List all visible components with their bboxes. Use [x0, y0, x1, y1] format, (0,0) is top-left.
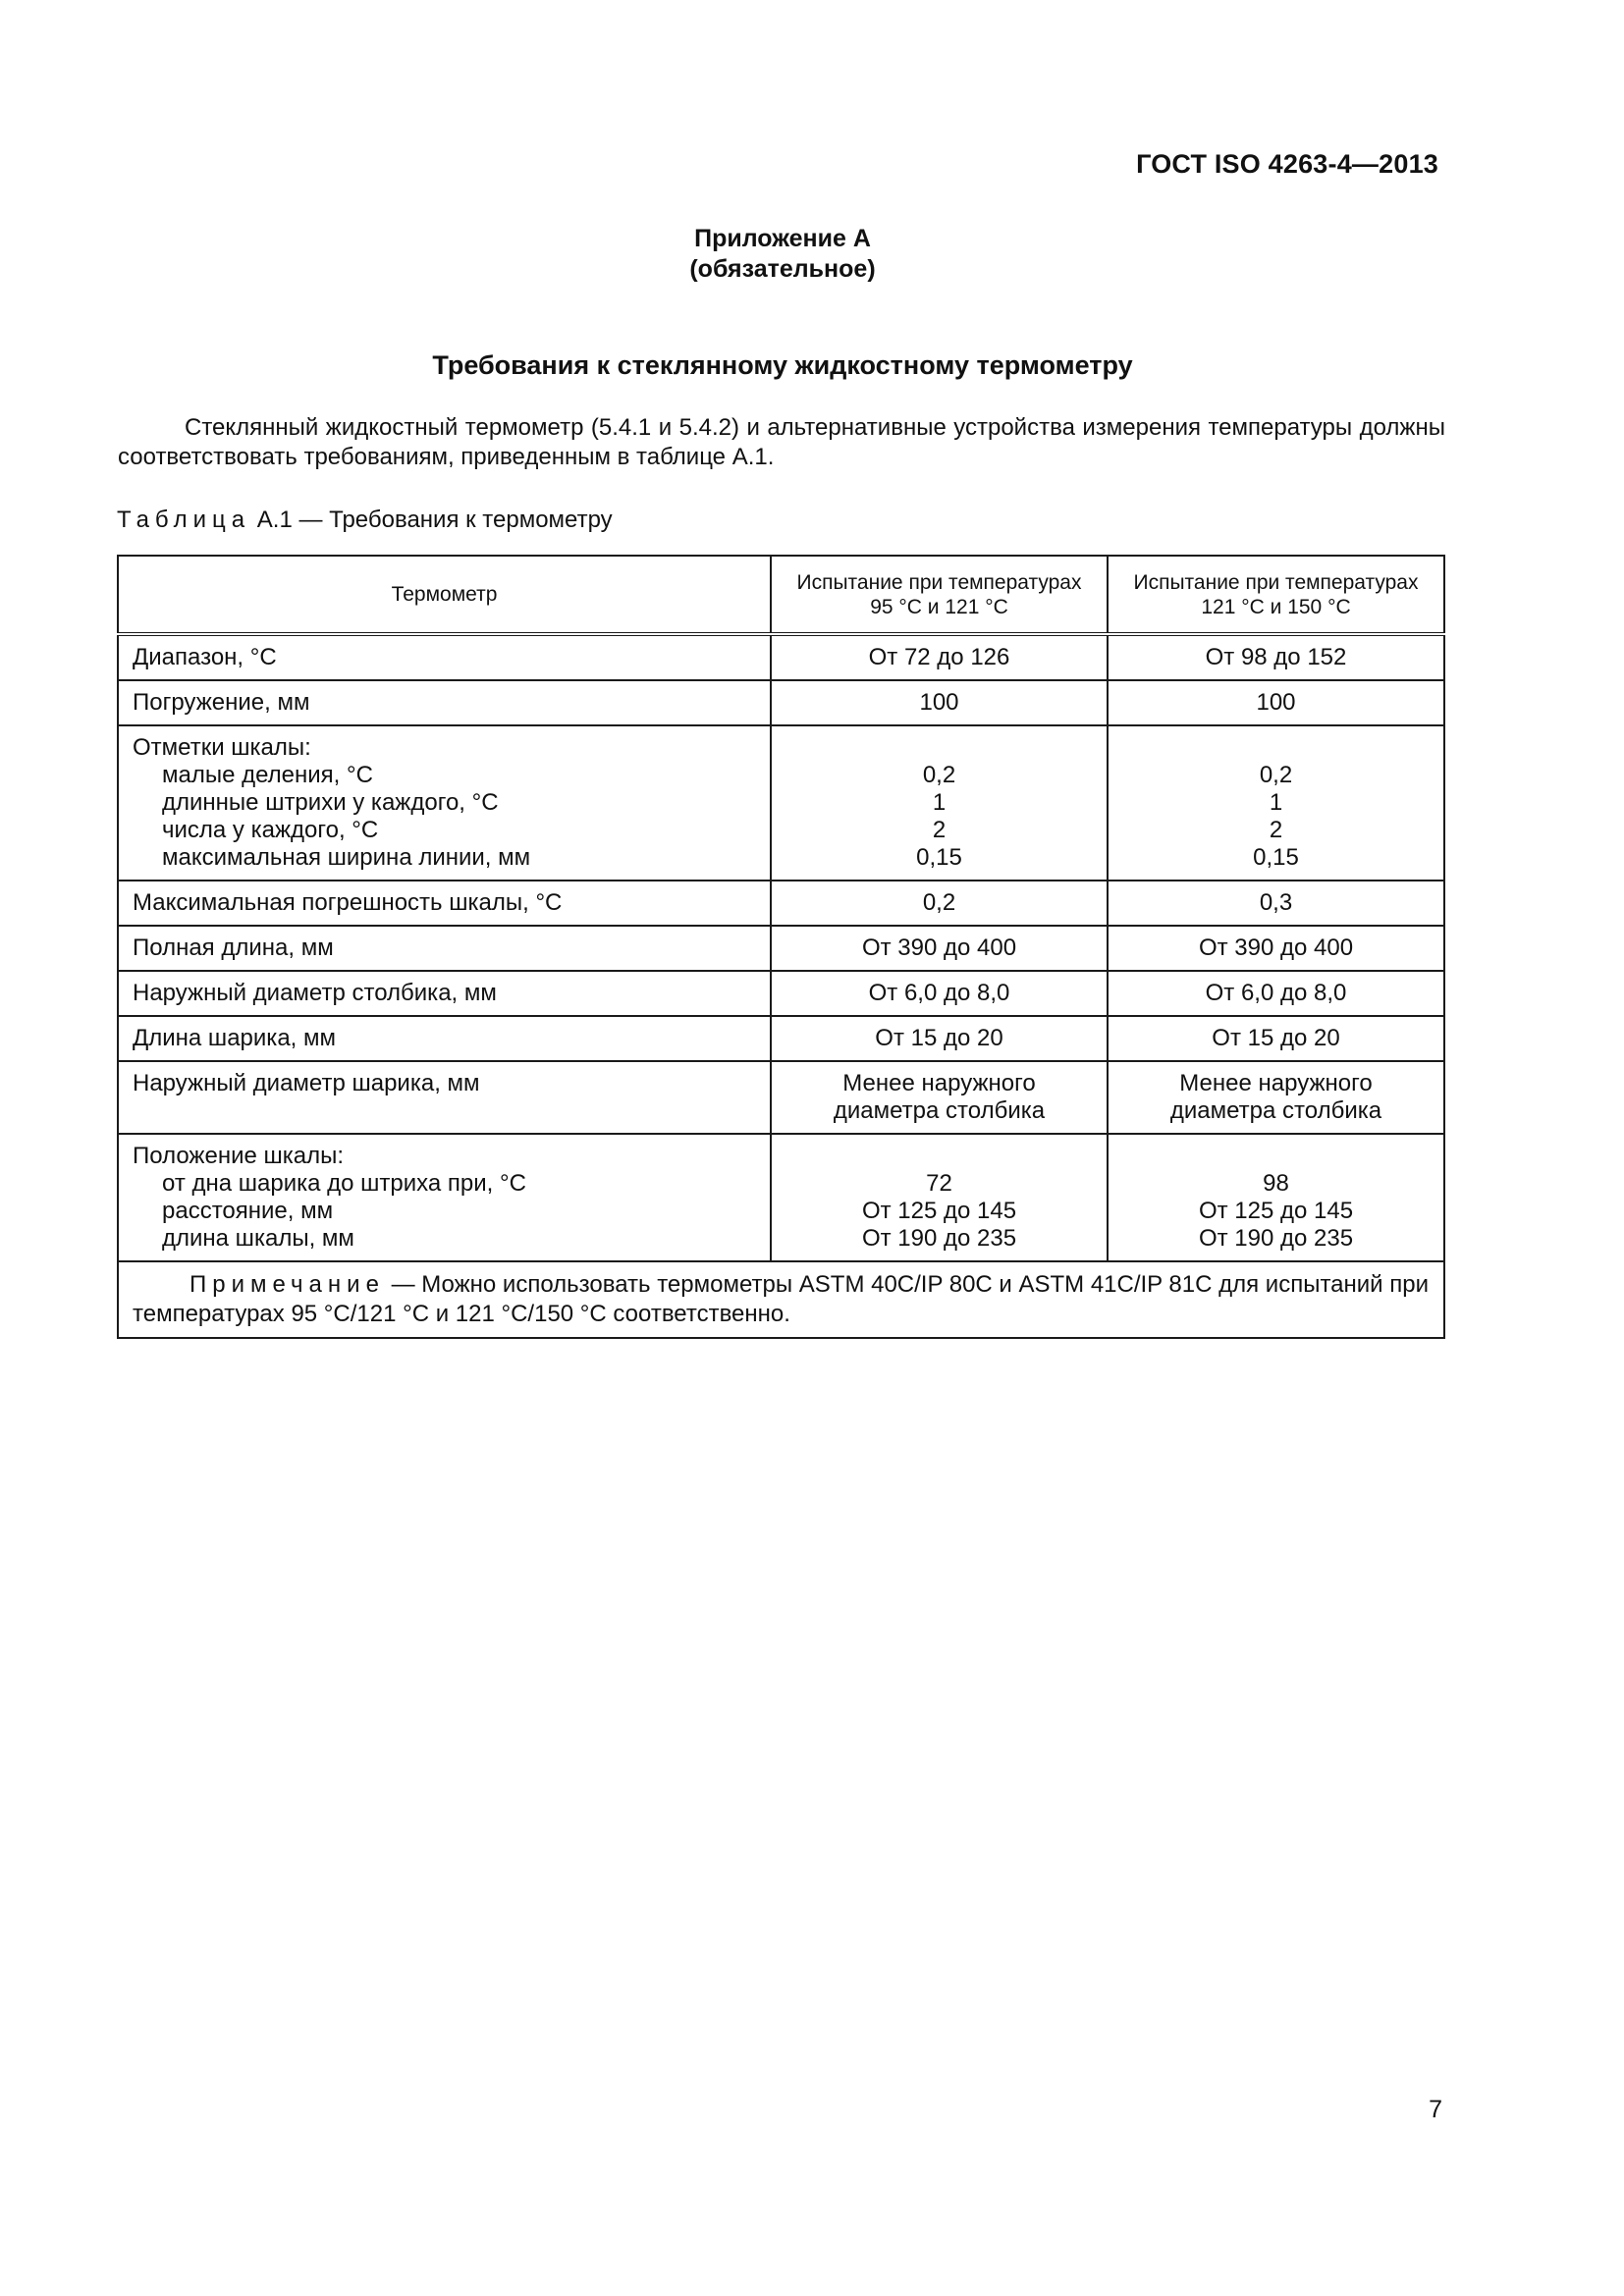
header-thermometer: Термометр — [118, 556, 771, 634]
value-scale-marks-121-150 — [1108, 725, 1444, 881]
value-line: От 190 до 235 — [861, 1225, 1017, 1252]
value-line: Менее наружного — [1179, 1070, 1373, 1096]
document-code: ГОСТ ISO 4263-4—2013 — [1136, 149, 1438, 179]
value-line: диаметра столбика — [833, 1097, 1046, 1124]
section-title: Требования к стеклянному жидкостному термометру — [432, 350, 1133, 380]
value-scale-marks-95-121 — [771, 725, 1108, 881]
appendix-heading — [0, 224, 1565, 285]
param-scale-marks — [118, 725, 771, 881]
value-line: 0,15 — [1253, 844, 1299, 871]
header-test-95-121-line1: Испытание при температурах — [796, 570, 1082, 594]
param-bulb-length: Длина шарика, мм — [118, 1016, 771, 1061]
table-note — [118, 1261, 1444, 1338]
value-scale-position-121-150 — [1108, 1134, 1444, 1261]
value-max-error-121-150: 0,3 — [1108, 881, 1444, 926]
param-immersion: Погружение, мм — [118, 680, 771, 725]
value-bulb-length-95-121: От 15 до 20 — [771, 1016, 1108, 1061]
value-line: 0,15 — [916, 844, 962, 871]
value-line: От 190 до 235 — [1198, 1225, 1354, 1252]
value-bulb-length-121-150: От 15 до 20 — [1108, 1016, 1444, 1061]
note-text: — Можно использовать термометры ASTM 40C/IP 80C и ASTM 41C/IP 81C для испытаний при температурах 95 °С/121 °С и 121 °С/150 °С соответственно. — [133, 1271, 1429, 1327]
value-bulb-diameter-95-121 — [771, 1061, 1108, 1134]
table-row — [118, 926, 1444, 971]
header-test-121-150-line2: 121 °С и 150 °С — [1201, 595, 1351, 618]
appendix-status: (обязательное) — [689, 255, 876, 283]
table-caption-label: Таблица — [117, 507, 251, 533]
value-line: Менее наружного — [842, 1070, 1036, 1096]
value-immersion-95-121: 100 — [771, 680, 1108, 725]
page-number: 7 — [1429, 2096, 1442, 2123]
param-range: Диапазон, °С — [118, 634, 771, 680]
value-line: От 125 до 145 — [1198, 1198, 1354, 1224]
param-stem-diameter: Наружный диаметр столбика, мм — [118, 971, 771, 1016]
note-label: Примечание — [189, 1271, 385, 1298]
scale-marks-minor-divisions: малые деления, °С — [162, 762, 373, 788]
value-line: 2 — [932, 817, 947, 843]
requirements-table — [117, 555, 1445, 1339]
scale-marks-long-lines: длинные штрихи у каждого, °С — [162, 789, 499, 816]
value-line: 0,2 — [922, 762, 956, 788]
table-row — [118, 1061, 1444, 1134]
scale-marks-numbers: числа у каждого, °С — [162, 817, 379, 843]
table-caption-title: А.1 — Требования к термометру — [250, 507, 613, 533]
scale-position-title: Положение шкалы: — [133, 1143, 345, 1169]
scale-position-scale-length: длина шкалы, мм — [162, 1225, 354, 1252]
header-test-121-150-line1: Испытание при температурах — [1133, 570, 1419, 594]
value-total-length-121-150: От 390 до 400 — [1108, 926, 1444, 971]
param-max-error: Максимальная погрешность шкалы, °С — [118, 881, 771, 926]
table-caption — [117, 507, 613, 534]
value-range-121-150: От 98 до 152 — [1108, 634, 1444, 680]
table-row — [118, 725, 1444, 881]
header-test-95-121-line2: 95 °С и 121 °С — [870, 595, 1008, 618]
header-test-95-121 — [771, 556, 1108, 634]
value-line: 1 — [932, 789, 947, 816]
scale-marks-title: Отметки шкалы: — [133, 734, 311, 761]
value-max-error-95-121: 0,2 — [771, 881, 1108, 926]
value-line: От 125 до 145 — [861, 1198, 1017, 1224]
header-test-121-150 — [1108, 556, 1444, 634]
scale-marks-line-width: максимальная ширина линии, мм — [162, 844, 531, 871]
table-row — [118, 634, 1444, 680]
table-row — [118, 881, 1444, 926]
table-row — [118, 1134, 1444, 1261]
value-line: 2 — [1269, 817, 1283, 843]
table-header-row — [118, 556, 1444, 634]
value-bulb-diameter-121-150 — [1108, 1061, 1444, 1134]
value-scale-position-95-121 — [771, 1134, 1108, 1261]
value-line: диаметра столбика — [1169, 1097, 1382, 1124]
value-line: 72 — [926, 1170, 952, 1197]
value-line: 0,2 — [1259, 762, 1293, 788]
table-note-row — [118, 1261, 1444, 1338]
intro-paragraph: Стеклянный жидкостный термометр (5.4.1 и 5.4.2) и альтернативные устройства измерения температуры должны соответствовать требованиям, приведенным в таблице А.1. — [118, 414, 1445, 470]
param-total-length: Полная длина, мм — [118, 926, 771, 971]
value-stem-diameter-121-150: От 6,0 до 8,0 — [1108, 971, 1444, 1016]
table-row — [118, 680, 1444, 725]
value-line: 1 — [1269, 789, 1283, 816]
value-range-95-121: От 72 до 126 — [771, 634, 1108, 680]
value-total-length-95-121: От 390 до 400 — [771, 926, 1108, 971]
param-scale-position — [118, 1134, 771, 1261]
table-row — [118, 971, 1444, 1016]
value-immersion-121-150: 100 — [1108, 680, 1444, 725]
value-stem-diameter-95-121: От 6,0 до 8,0 — [771, 971, 1108, 1016]
scale-position-distance: расстояние, мм — [162, 1198, 334, 1224]
value-line: 98 — [1263, 1170, 1289, 1197]
scale-position-from-bulb: от дна шарика до штриха при, °С — [162, 1170, 526, 1197]
table-row — [118, 1016, 1444, 1061]
param-bulb-diameter: Наружный диаметр шарика, мм — [118, 1061, 771, 1134]
appendix-title: Приложение А — [694, 225, 871, 252]
